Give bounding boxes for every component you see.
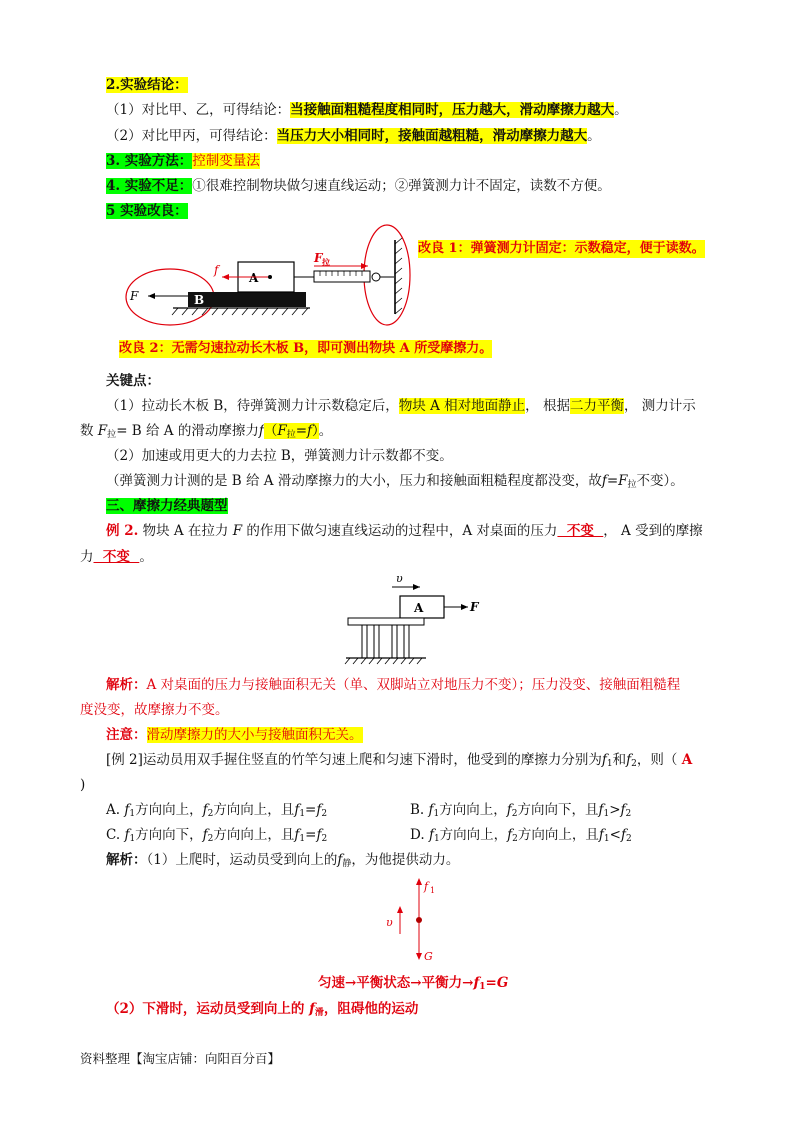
- section-3-value: 控制变量法: [192, 153, 260, 169]
- kp1-e: = B 给 A 的滑动摩擦力: [116, 423, 259, 439]
- ex2-answer-2: 不变: [93, 549, 140, 565]
- equilibrium-chain-eq: =G: [485, 975, 509, 991]
- analysis-2-label: 解析：: [106, 852, 147, 868]
- example-2-line-1: [106, 521, 703, 541]
- kp3-F-sub: 拉: [627, 480, 637, 490]
- velocity-label: υ: [386, 916, 393, 929]
- kp1-paren-open: （: [263, 423, 278, 439]
- opt-b-c1: f: [598, 802, 604, 818]
- block-a-label: A: [249, 271, 259, 285]
- kp1-paren-F: F: [277, 423, 287, 439]
- friction-f-arrowhead: [222, 274, 229, 280]
- key-point-1-line-1: [106, 396, 696, 416]
- opt-b-m2: 方向向下，且: [517, 802, 599, 818]
- kp1-highlight-balance: 二力平衡: [569, 398, 624, 414]
- opt-b-f1: f: [428, 802, 434, 818]
- kp3-end: 不变）。: [636, 473, 684, 489]
- ex2-F: F: [232, 523, 243, 539]
- section-three-title: 三、摩擦力经典题型: [106, 498, 228, 514]
- kp1-c: ， 测力计示: [623, 398, 696, 414]
- option-c: [106, 825, 327, 849]
- opt-a-c1-sub: 1: [299, 809, 306, 819]
- analysis-2-f-sub: 静: [342, 859, 352, 869]
- opt-d-op: <: [609, 827, 621, 843]
- kp1-F: F: [97, 423, 108, 439]
- opt-d-f2-sub: 2: [512, 834, 518, 844]
- opt-c-c2-sub: 2: [321, 834, 328, 844]
- option-d-prefix: D.: [410, 827, 429, 843]
- opt-a-c2-sub: 2: [321, 809, 328, 819]
- friction-f1-label: f: [424, 880, 429, 893]
- opt-c-c1-sub: 1: [299, 834, 306, 844]
- opt-b-c2: f: [620, 802, 626, 818]
- ex2-t5: 。: [139, 549, 153, 565]
- opt-d-f1: f: [428, 827, 434, 843]
- key-point-2: （2）加速或用更大的力去拉 B，弹簧测力计示数都不变。: [106, 448, 453, 464]
- opt-b-c1-sub: 1: [603, 809, 610, 819]
- kp1-b: ， 根据: [525, 398, 570, 414]
- sliding-t2: ，阻碍他的运动: [323, 1001, 419, 1017]
- section-three-heading: [106, 496, 228, 516]
- opt-c-f1: f: [124, 827, 130, 843]
- analysis-1-line-2: 度没变，故摩擦力不变。: [80, 702, 229, 718]
- ex3-f1-sub: 1: [606, 759, 613, 769]
- opt-b-m: 方向向上，: [439, 802, 507, 818]
- opt-a-m: 方向向上，: [135, 802, 203, 818]
- opt-d-m2: 方向向上，且: [517, 827, 599, 843]
- pull-force-subscript: 拉: [322, 257, 330, 267]
- section-5-label: 5 实验改良：: [106, 203, 188, 219]
- conclusion-1: [106, 100, 628, 120]
- ex2-t1: 物块 A 在拉力: [138, 523, 233, 539]
- kp1-highlight-static: 物块 A 相对地面静止: [398, 398, 526, 414]
- ex2-answer-1: 不变: [557, 523, 604, 539]
- spring-scale: [314, 271, 370, 282]
- analysis-1-text: A 对桌面的压力与接触面积无关（单、双脚站立对地压力不变）；压力没变、接触面粗糙程: [146, 677, 681, 693]
- opt-c-c1: f: [294, 827, 300, 843]
- section-4-label: 4. 实验不足：: [106, 178, 193, 194]
- note-line: [106, 725, 363, 745]
- ex3-t1: [例 2]运动员用双手握住竖直的竹竿匀速上爬和匀速下滑时，他受到的摩擦力分别为: [106, 752, 602, 768]
- kp1-f: f: [258, 423, 264, 439]
- conclusion-2-prefix: （2）对比甲丙，可得结论：: [106, 128, 277, 144]
- kp3-eq: =: [606, 473, 619, 489]
- pull-force-arrowhead: [461, 604, 468, 610]
- section-2-heading: [106, 75, 188, 95]
- opt-b-op: >: [609, 802, 621, 818]
- opt-d-c2-sub: 2: [625, 834, 632, 844]
- section-2-title: 实验结论：: [120, 77, 188, 93]
- opt-c-f2: f: [202, 827, 208, 843]
- block-a-center: [268, 275, 272, 279]
- body-point: [416, 917, 422, 923]
- opt-d-f1-sub: 1: [433, 834, 440, 844]
- ex2-t3: ， A 受到的摩擦: [603, 523, 703, 539]
- equilibrium-chain: [318, 973, 508, 997]
- opt-a-op: =: [305, 802, 317, 818]
- opt-b-f2: f: [506, 802, 512, 818]
- opt-b-f2-sub: 2: [511, 809, 518, 819]
- ground-hatching: [172, 308, 308, 315]
- opt-c-m: 方向向下，: [135, 827, 203, 843]
- example-pole-question: [106, 750, 692, 774]
- section-5-heading: [106, 201, 188, 221]
- velocity-arrowhead: [413, 584, 420, 590]
- conclusion-1-highlight: 当接触面粗糙程度相同时，压力越大，滑动摩擦力越大: [290, 102, 615, 118]
- opt-a-c1: f: [294, 802, 300, 818]
- pull-force-label: F: [470, 600, 479, 614]
- opt-d-f2: f: [507, 827, 513, 843]
- section-4-text: ①很难控制物块做匀速直线运动；②弹簧测力计不固定，读数不方便。: [192, 178, 611, 194]
- option-c-prefix: C.: [106, 827, 125, 843]
- ex3-t2: ，则（: [636, 752, 682, 768]
- kp1-d: 数: [80, 423, 98, 439]
- opt-c-f1-sub: 1: [129, 834, 136, 844]
- opt-d-c2: f: [620, 827, 626, 843]
- opt-a-m2: 方向向上，且: [213, 802, 295, 818]
- gravity-arrowhead: [416, 953, 422, 960]
- force-f-arrowhead: [148, 293, 155, 299]
- example-pole-question-close: ): [80, 777, 86, 793]
- analysis-2-t2: ，为他提供动力。: [351, 852, 460, 868]
- climbing-force-diagram: [380, 872, 460, 964]
- opt-c-m2: 方向向上，且: [213, 827, 295, 843]
- sliding-f-sub: 滑: [314, 1008, 324, 1018]
- example-2-line-2: [80, 547, 153, 567]
- ex3-and: 和: [612, 752, 627, 768]
- velocity-up-arrowhead: [397, 906, 403, 913]
- opt-c-f2-sub: 2: [207, 834, 214, 844]
- gravity-label: G: [424, 950, 433, 963]
- section-4-line: [106, 176, 611, 196]
- option-b-prefix: B.: [410, 802, 429, 818]
- conclusion-2-highlight: 当压力大小相同时，接触面越粗糙，滑动摩擦力越大: [276, 128, 588, 144]
- analysis-2-t1: （1）上爬时，运动员受到向上的: [146, 852, 338, 868]
- kp1-a: （1）拉动长木板 B，待弹簧测力计示数稳定后，: [106, 398, 399, 414]
- option-a: [106, 800, 327, 824]
- block-on-table-figure: [340, 572, 490, 672]
- board-b: [188, 292, 306, 307]
- kp3-a: （弹簧测力计测的是 B 给 A 滑动摩擦力的大小，压力和接触面粗糙程度都没变，故: [106, 473, 602, 489]
- conclusion-2: [106, 126, 601, 146]
- block-a-label: A: [414, 601, 424, 615]
- opt-b-f1-sub: 1: [433, 809, 440, 819]
- table-legs: [362, 625, 409, 658]
- ex2-t2: 的作用下做匀速直线运动的过程中，A 对桌面的压力: [242, 523, 558, 539]
- opt-d-c1-sub: 1: [603, 834, 610, 844]
- improvement-1-callout: 改良 1：弹簧测力计固定：示数稳定，便于读数。: [418, 241, 705, 256]
- scale-ring: [372, 273, 380, 281]
- kp1-paren-f: f: [307, 423, 313, 439]
- opt-d-m: 方向向上，: [439, 827, 508, 843]
- kp1-paren-eq: =: [295, 423, 308, 439]
- option-d: [410, 825, 632, 849]
- equilibrium-chain-f: f: [473, 975, 480, 991]
- force-f-label: F: [130, 289, 139, 303]
- kp3-f: f: [601, 473, 607, 489]
- friction-f-label: f: [214, 263, 219, 277]
- kp3-F: F: [618, 473, 628, 489]
- analysis-1-line-1: [106, 675, 680, 695]
- option-a-prefix: A.: [106, 802, 125, 818]
- equilibrium-chain-text: 匀速→平衡状态→平衡力→: [318, 975, 474, 991]
- ex3-f1: f: [601, 752, 607, 768]
- analysis-2-f: f: [337, 852, 343, 868]
- ex3-f2-sub: 2: [631, 759, 637, 769]
- opt-a-f1-sub: 1: [129, 809, 136, 819]
- conclusion-2-end: 。: [587, 128, 601, 144]
- sliding-t1: （2）下滑时，运动员受到向上的: [106, 1001, 310, 1017]
- right-ellipse: [364, 225, 410, 325]
- section-3-label: 3. 实验方法：: [106, 153, 193, 169]
- pull-force-label: F: [314, 251, 323, 265]
- opt-c-c2: f: [316, 827, 322, 843]
- sliding-down-line: [106, 999, 418, 1023]
- opt-a-f2-sub: 2: [207, 809, 214, 819]
- section-2-number: 2.: [106, 77, 121, 93]
- friction-up-arrowhead: [416, 878, 422, 885]
- wall-hatching: [395, 238, 402, 314]
- key-points-title: 关键点：: [106, 373, 160, 389]
- opt-b-c2-sub: 2: [625, 809, 632, 819]
- kp1-paren-close: ）: [312, 423, 319, 439]
- improved-apparatus-figure: [118, 222, 418, 328]
- option-b: [410, 800, 631, 824]
- friction-f1-subscript: 1: [430, 886, 436, 895]
- section-3-heading: [106, 151, 260, 171]
- opt-a-f1: f: [124, 802, 130, 818]
- ex2-t4: 力: [80, 549, 94, 565]
- analysis-1-label: 解析：: [106, 677, 147, 693]
- conclusion-1-end: 。: [614, 102, 628, 118]
- analysis-2-line: [106, 850, 459, 874]
- key-point-1-line-2: [80, 421, 332, 445]
- ex3-f2: f: [626, 752, 632, 768]
- opt-a-f2: f: [202, 802, 208, 818]
- footer-credit: 资料整理【淘宝店铺：向阳百分百】: [80, 1051, 281, 1066]
- conclusion-1-prefix: （1）对比甲、乙，可得结论：: [106, 102, 291, 118]
- sliding-f: f: [309, 1001, 315, 1017]
- key-point-3: [106, 471, 684, 495]
- kp1-F-sub: 拉: [107, 430, 117, 440]
- ex3-answer: A: [681, 752, 693, 768]
- opt-c-op: =: [305, 827, 317, 843]
- kp1-end: 。: [318, 423, 333, 439]
- velocity-label: υ: [396, 572, 403, 585]
- floor-hatching: [345, 658, 422, 664]
- table-top: [348, 618, 424, 625]
- example-2-label: 例 2.: [106, 523, 139, 539]
- board-b-label: B: [194, 293, 205, 307]
- kp1-paren-F-sub: 拉: [286, 430, 296, 440]
- equilibrium-chain-f-sub: 1: [479, 982, 486, 992]
- note-text: 滑动摩擦力的大小与接触面积无关。: [146, 727, 363, 743]
- opt-a-c2: f: [316, 802, 322, 818]
- improvement-2-callout: 改良 2：无需匀速拉动长木板 B，即可测出物块 A 所受摩擦力。: [119, 341, 493, 356]
- opt-d-c1: f: [598, 827, 604, 843]
- note-label: 注意：: [106, 727, 147, 743]
